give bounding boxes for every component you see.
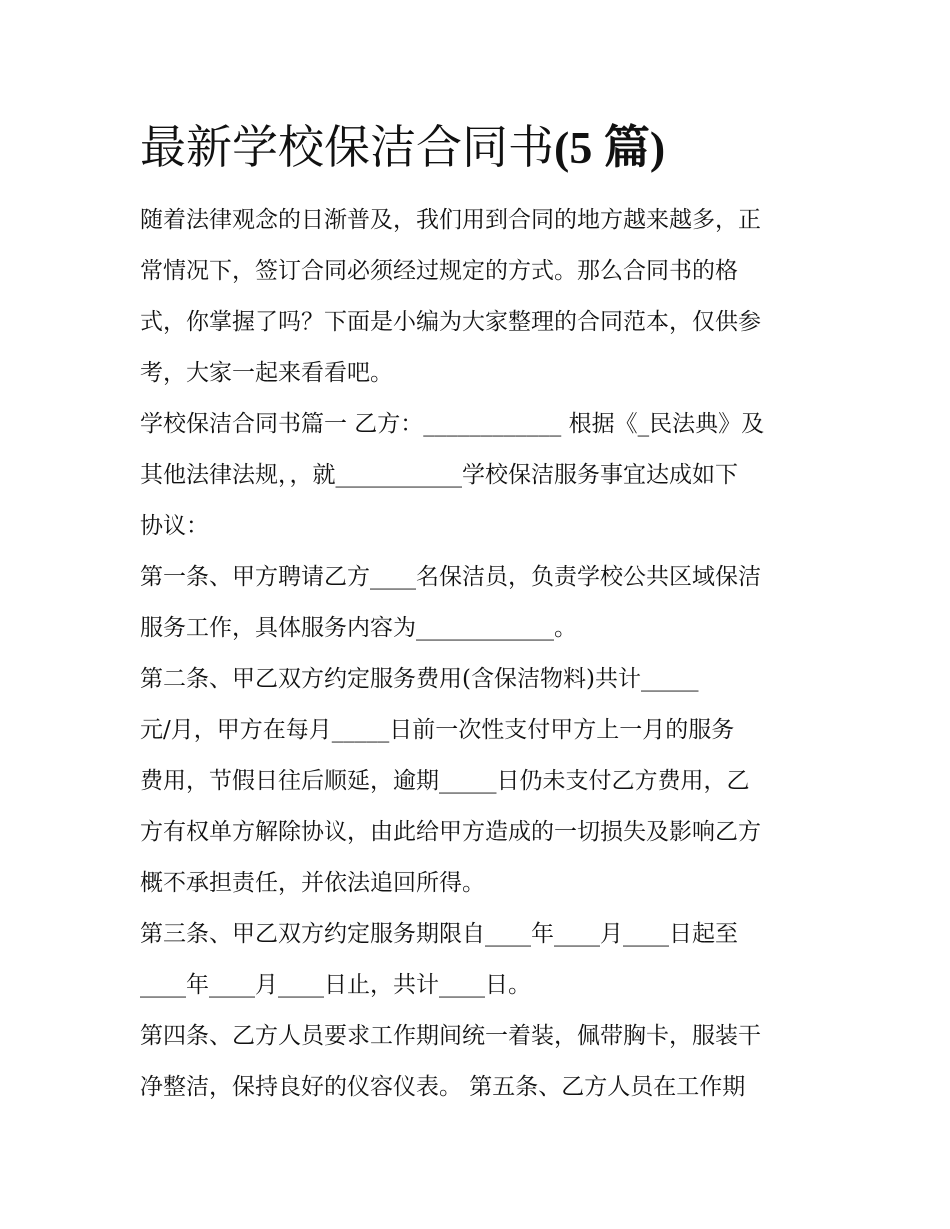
text-line: ____年____月____日止，共计____日。: [140, 972, 531, 998]
text-line: 服务工作，具体服务内容为____________。: [140, 615, 577, 641]
text-line: 方有权单方解除协议，由此给甲方造成的一切损失及影响乙方: [140, 819, 761, 845]
title-main: 最新学校保洁合同书: [140, 120, 554, 174]
text-line: 元/月，甲方在每月_____日前一次性支付甲方上一月的服务: [140, 717, 735, 743]
text-line: 考，大家一起来看看吧。: [140, 360, 393, 386]
text-line: 第四条、乙方人员要求工作期间统一着装，佩带胸卡，服装干: [140, 1023, 761, 1049]
text-line: 常情况下，签订合同必须经过规定的方式。那么合同书的格: [140, 258, 738, 284]
text-line: 净整洁，保持良好的仪容仪表。 第五条、乙方人员在工作期: [140, 1074, 746, 1100]
text-line: 学校保洁合同书篇一 乙方：____________ 根据《_民法典》及: [140, 411, 765, 437]
text-line: 第二条、甲乙双方约定服务费用(含保洁物料)共计_____: [140, 666, 699, 692]
text-line: 式，你掌握了吗？下面是小编为大家整理的合同范本，仅供参: [140, 309, 761, 335]
text-line: 概不承担责任，并依法追回所得。: [140, 870, 485, 896]
text-line: 其他法律法规，，就___________学校保洁服务事宜达成如下: [140, 462, 738, 488]
text-line: 费用，节假日往后顺延，逾期_____日仍未支付乙方费用，乙: [140, 768, 750, 794]
text-line: 协议：: [140, 513, 209, 539]
title-suffix: (5 篇): [554, 122, 666, 173]
text-line: 随着法律观念的日渐普及，我们用到合同的地方越来越多，正: [140, 207, 761, 233]
text-line: 第三条、甲乙双方约定服务期限自____年____月____日起至: [140, 921, 738, 947]
document-title: [140, 116, 665, 179]
text-line: 第一条、甲方聘请乙方____名保洁员，负责学校公共区域保洁: [140, 564, 761, 590]
